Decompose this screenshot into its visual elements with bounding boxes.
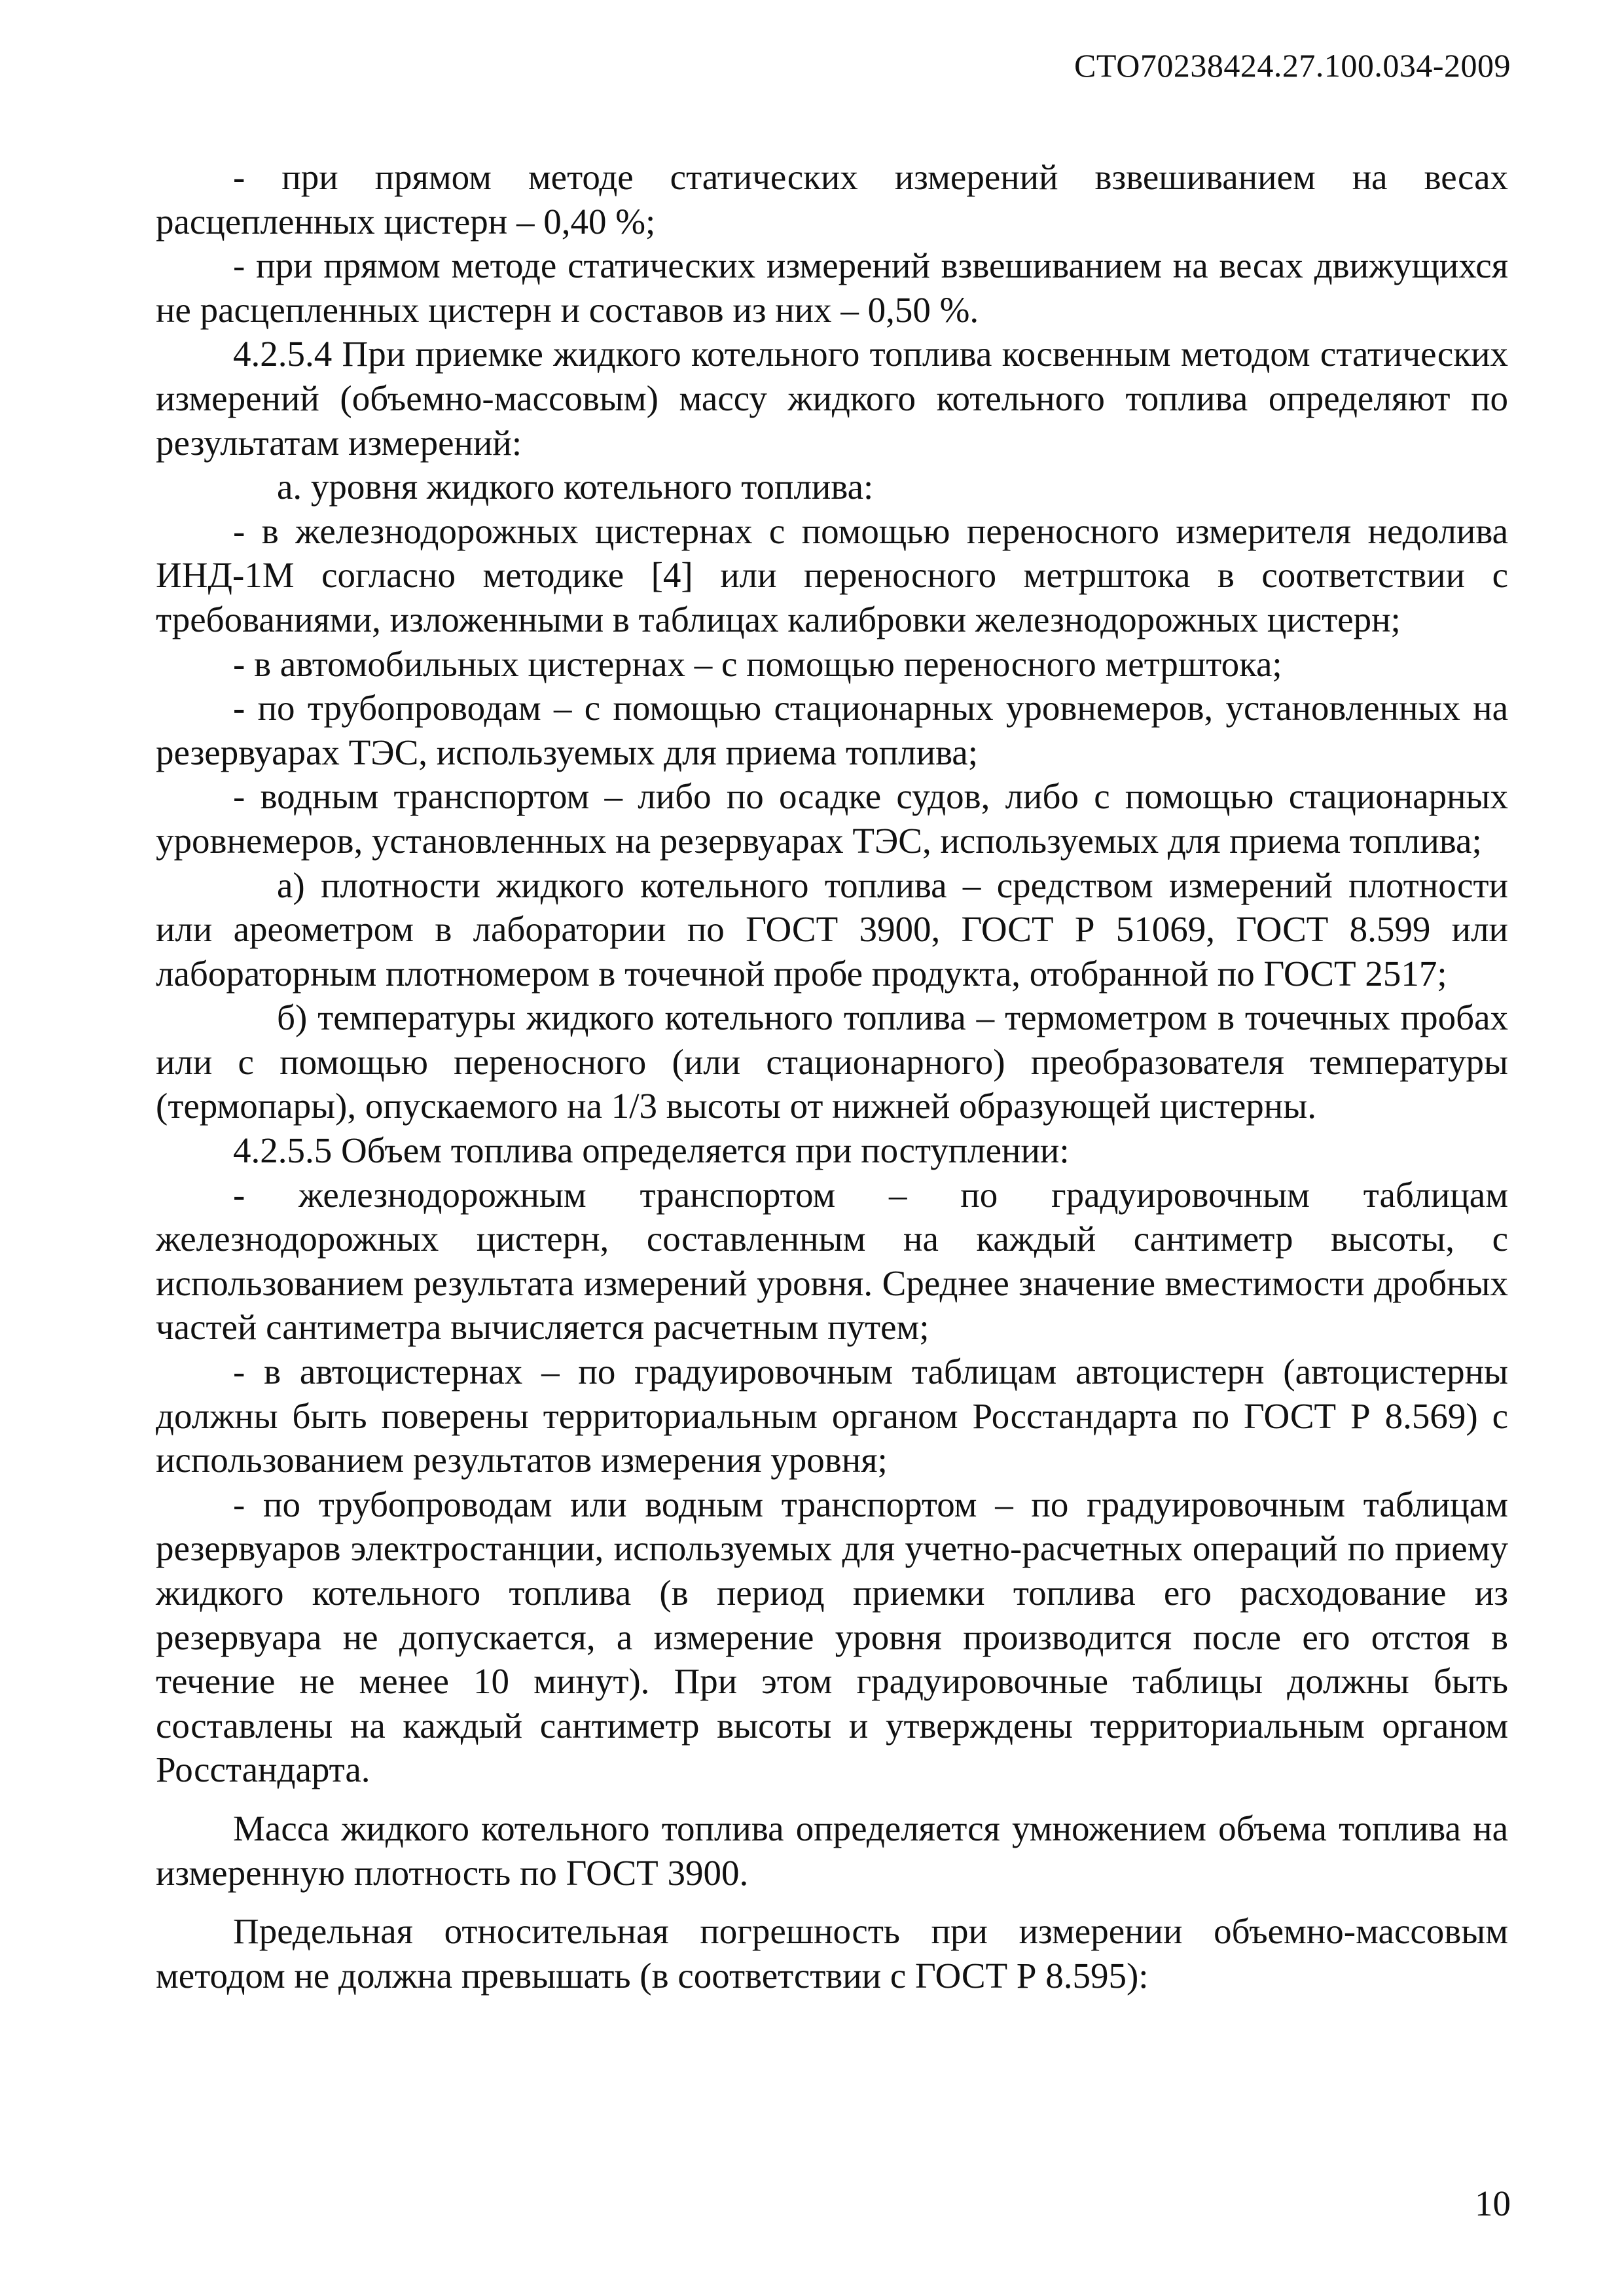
document-code: СТО70238424.27.100.034-2009 [1074,47,1511,84]
paragraph-mass-definition: Масса жидкого котельного топлива определяется умножением объема топлива на измеренную плотность по ГОСТ 3900. [156,1808,1508,1893]
paragraph-volume-railway: - железнодорожным транспортом – по градуировочным таблицам железнодорожных цистерн, составленным на каждый сантиметр высоты, с использованием результата измерений уровня. Среднее значение вместимости дробных частей сантиметра вычисляется расчетным путем; [156,1174,1508,1348]
paragraph-pipelines: - по трубопроводам – с помощью стационарных уровнемеров, установленных на резервуарах ТЭС, используемых для приема топлива; [156,688,1508,772]
page-body [156,155,1508,1998]
paragraph-level-heading: а. уровня жидкого котельного топлива: [277,467,874,507]
paragraph-weighing-uncoupled: - при прямом методе статических измерений взвешиванием на весах расцепленных цистерн – 0,40 %; [156,157,1508,242]
paragraph-error-limit: Предельная относительная погрешность при измерении объемно-массовым методом не должна превышать (в соответствии с ГОСТ Р 8.595): [156,1911,1508,1996]
paragraph-weighing-moving: - при прямом методе статических измерений взвешиванием на весах движущихся не расцепленных цистерн и составов из них – 0,50 %. [156,245,1508,330]
paragraph-4-2-5-4: 4.2.5.4 При приемке жидкого котельного топлива косвенным методом статических измерений (объемно-массовым) массу жидкого котельного топлива определяют по результатам измерений: [156,334,1508,463]
paragraph-volume-auto: - в автоцистернах – по градуировочным таблицам автоцистерн (автоцистерны должны быть поверены территориальным органом Росстандарта по ГОСТ Р 8.569) с использованием результатов измерения уровня; [156,1352,1508,1480]
page-number: 10 [1475,2183,1511,2223]
paragraph-density: а) плотности жидкого котельного топлива – средством измерений плотности или ареометром в лаборатории по ГОСТ 3900, ГОСТ Р 51069, ГОСТ 8.599 или лабораторным плотномером в точечной пробе продукта, отобранной по ГОСТ 2517; [156,865,1508,994]
paragraph-volume-pipelines: - по трубопроводам или водным транспортом – по градуировочным таблицам резервуаров электростанции, используемых для учетно-расчетных операций по приему жидкого котельного топлива (в период приемки топлива его расходование из резервуара не допускается, а измерение уровня производится после его отстоя в течение не менее 10 минут). При этом градуировочные таблицы должны быть составлены на каждый сантиметр высоты и утверждены территориальным органом Росстандарта. [156,1484,1508,1790]
paragraph-4-2-5-5: 4.2.5.5 Объем топлива определяется при поступлении: [233,1130,1070,1171]
paragraph-temperature: б) температуры жидкого котельного топлива – термометром в точечных пробах или с помощью переносного (или стационарного) преобразователя температуры (термопары), опускаемого на 1/3 высоты от нижней образующей цистерны. [156,997,1508,1126]
paragraph-water-transport: - водным транспортом – либо по осадке судов, либо с помощью стационарных уровнемеров, установленных на резервуарах ТЭС, используемых для приема топлива; [156,776,1508,861]
paragraph-auto-tanks: - в автомобильных цистернах – с помощью переносного метрштока; [233,643,1282,684]
paragraph-railway-tanks: - в железнодорожных цистернах с помощью переносного измерителя недолива ИНД-1М согласно методике [4] или переносного метрштока в соответствии с требованиями, изложенными в таблицах калибровки железнодорожных цистерн; [156,511,1508,639]
